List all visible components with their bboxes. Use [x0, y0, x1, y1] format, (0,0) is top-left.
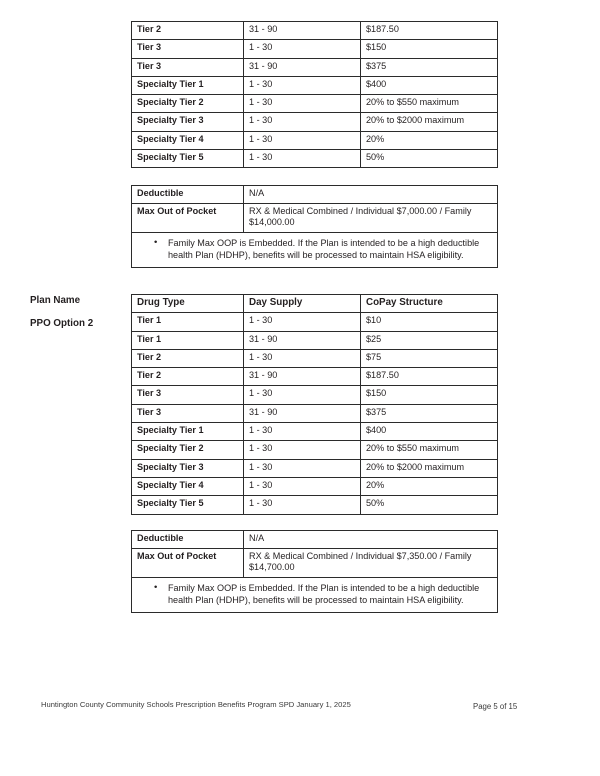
drug-type-cell: Specialty Tier 2 — [132, 441, 244, 459]
day-supply-cell: 31 - 90 — [244, 404, 361, 422]
table-row — [132, 131, 498, 149]
table-row — [132, 150, 498, 168]
drug-type-cell: Tier 1 — [132, 313, 244, 331]
day-supply-cell: 1 - 30 — [244, 76, 361, 94]
copay-structure-cell: $25 — [361, 331, 498, 349]
bullet-icon: • — [154, 236, 158, 248]
bullet-icon: • — [154, 581, 158, 593]
copay-structure-cell: 20% to $550 maximum — [361, 95, 498, 113]
table-row — [132, 496, 498, 514]
copay-structure-cell: $150 — [361, 386, 498, 404]
table-row — [132, 423, 498, 441]
day-supply-cell: 31 - 90 — [244, 58, 361, 76]
copay-structure-cell: $400 — [361, 423, 498, 441]
table-row-note — [132, 232, 498, 267]
drug-type-cell: Specialty Tier 2 — [132, 95, 244, 113]
max-out-of-pocket-label: Max Out of Pocket — [132, 548, 244, 577]
copay-structure-cell: 20% — [361, 477, 498, 495]
day-supply-cell: 1 - 30 — [244, 386, 361, 404]
table-row — [132, 113, 498, 131]
drug-type-cell: Specialty Tier 5 — [132, 150, 244, 168]
note-cell — [132, 577, 498, 612]
drug-type-cell: Tier 2 — [132, 349, 244, 367]
table-row — [132, 548, 498, 577]
drug-copay-table-continued — [131, 21, 498, 168]
table-row — [132, 76, 498, 94]
copay-structure-cell: 20% to $2000 maximum — [361, 459, 498, 477]
day-supply-cell: 31 - 90 — [244, 368, 361, 386]
day-supply-cell: 1 - 30 — [244, 477, 361, 495]
table-row — [132, 404, 498, 422]
table-row — [132, 40, 498, 58]
footer-document-title: Huntington County Community Schools Prescription Benefits Program SPD January 1, 2025 — [41, 700, 351, 709]
table-row — [132, 477, 498, 495]
table-row — [132, 531, 498, 549]
drug-type-cell: Tier 3 — [132, 40, 244, 58]
table-row — [132, 58, 498, 76]
max-out-of-pocket-value: RX & Medical Combined / Individual $7,350.00 / Family $14,700.00 — [244, 548, 498, 577]
copay-structure-cell: $187.50 — [361, 368, 498, 386]
drug-type-cell: Specialty Tier 4 — [132, 131, 244, 149]
max-out-of-pocket-value: RX & Medical Combined / Individual $7,000.00 / Family $14,000.00 — [244, 203, 498, 232]
copay-structure-cell: $10 — [361, 313, 498, 331]
drug-type-cell: Specialty Tier 3 — [132, 459, 244, 477]
copay-structure-cell: 20% to $2000 maximum — [361, 113, 498, 131]
table-header-row — [132, 295, 498, 313]
note-cell — [132, 232, 498, 267]
drug-type-cell: Tier 1 — [132, 331, 244, 349]
table-row — [132, 22, 498, 40]
copay-structure-cell: 20% — [361, 131, 498, 149]
table-row — [132, 186, 498, 204]
column-header: Day Supply — [244, 295, 361, 313]
table-body — [132, 22, 498, 168]
deductible-value: N/A — [244, 186, 498, 204]
day-supply-cell: 1 - 30 — [244, 423, 361, 441]
table-row — [132, 368, 498, 386]
copay-structure-cell: $150 — [361, 40, 498, 58]
deductible-label: Deductible — [132, 531, 244, 549]
copay-structure-cell: $75 — [361, 349, 498, 367]
copay-structure-cell: $400 — [361, 76, 498, 94]
table-row — [132, 313, 498, 331]
drug-type-cell: Specialty Tier 4 — [132, 477, 244, 495]
table-body — [132, 313, 498, 514]
day-supply-cell: 1 - 30 — [244, 131, 361, 149]
drug-type-cell: Tier 3 — [132, 58, 244, 76]
day-supply-cell: 1 - 30 — [244, 113, 361, 131]
day-supply-cell: 1 - 30 — [244, 441, 361, 459]
deductible-table-option-1 — [131, 185, 498, 268]
table-row — [132, 203, 498, 232]
copay-structure-cell: $187.50 — [361, 22, 498, 40]
drug-copay-table-ppo-option-2 — [131, 294, 498, 515]
max-out-of-pocket-label: Max Out of Pocket — [132, 203, 244, 232]
column-header: CoPay Structure — [361, 295, 498, 313]
table-row — [132, 441, 498, 459]
drug-type-cell: Specialty Tier 5 — [132, 496, 244, 514]
table-row — [132, 386, 498, 404]
drug-type-cell: Tier 3 — [132, 386, 244, 404]
day-supply-cell: 31 - 90 — [244, 22, 361, 40]
deductible-value: N/A — [244, 531, 498, 549]
copay-structure-cell: $375 — [361, 404, 498, 422]
copay-structure-cell: $375 — [361, 58, 498, 76]
drug-type-cell: Tier 2 — [132, 368, 244, 386]
copay-structure-cell: 50% — [361, 496, 498, 514]
drug-type-cell: Tier 2 — [132, 22, 244, 40]
page-footer — [0, 700, 600, 716]
day-supply-cell: 1 - 30 — [244, 40, 361, 58]
deductible-table-option-2 — [131, 530, 498, 613]
plan-name-label: Plan Name — [30, 295, 81, 306]
deductible-label: Deductible — [132, 186, 244, 204]
table-row — [132, 331, 498, 349]
table-row-note — [132, 577, 498, 612]
table-row — [132, 95, 498, 113]
day-supply-cell: 1 - 30 — [244, 313, 361, 331]
column-header: Drug Type — [132, 295, 244, 313]
note-text: Family Max OOP is Embedded. If the Plan is intended to be a high deductible health Plan (HDHP), benefits will be processed to maintain HSA eligibility. — [168, 237, 480, 261]
drug-type-cell: Specialty Tier 1 — [132, 423, 244, 441]
day-supply-cell: 1 - 30 — [244, 95, 361, 113]
plan-name-value: PPO Option 2 — [30, 318, 94, 329]
footer-page-number: Page 5 of 15 — [473, 702, 518, 711]
table-header — [132, 295, 498, 313]
day-supply-cell: 1 - 30 — [244, 459, 361, 477]
day-supply-cell: 1 - 30 — [244, 496, 361, 514]
copay-structure-cell: 20% to $550 maximum — [361, 441, 498, 459]
copay-structure-cell: 50% — [361, 150, 498, 168]
day-supply-cell: 1 - 30 — [244, 150, 361, 168]
drug-type-cell: Tier 3 — [132, 404, 244, 422]
table-row — [132, 459, 498, 477]
table-row — [132, 349, 498, 367]
drug-type-cell: Specialty Tier 3 — [132, 113, 244, 131]
day-supply-cell: 1 - 30 — [244, 349, 361, 367]
note-text: Family Max OOP is Embedded. If the Plan is intended to be a high deductible health Plan (HDHP), benefits will be processed to maintain HSA eligibility. — [168, 582, 480, 606]
drug-type-cell: Specialty Tier 1 — [132, 76, 244, 94]
day-supply-cell: 31 - 90 — [244, 331, 361, 349]
